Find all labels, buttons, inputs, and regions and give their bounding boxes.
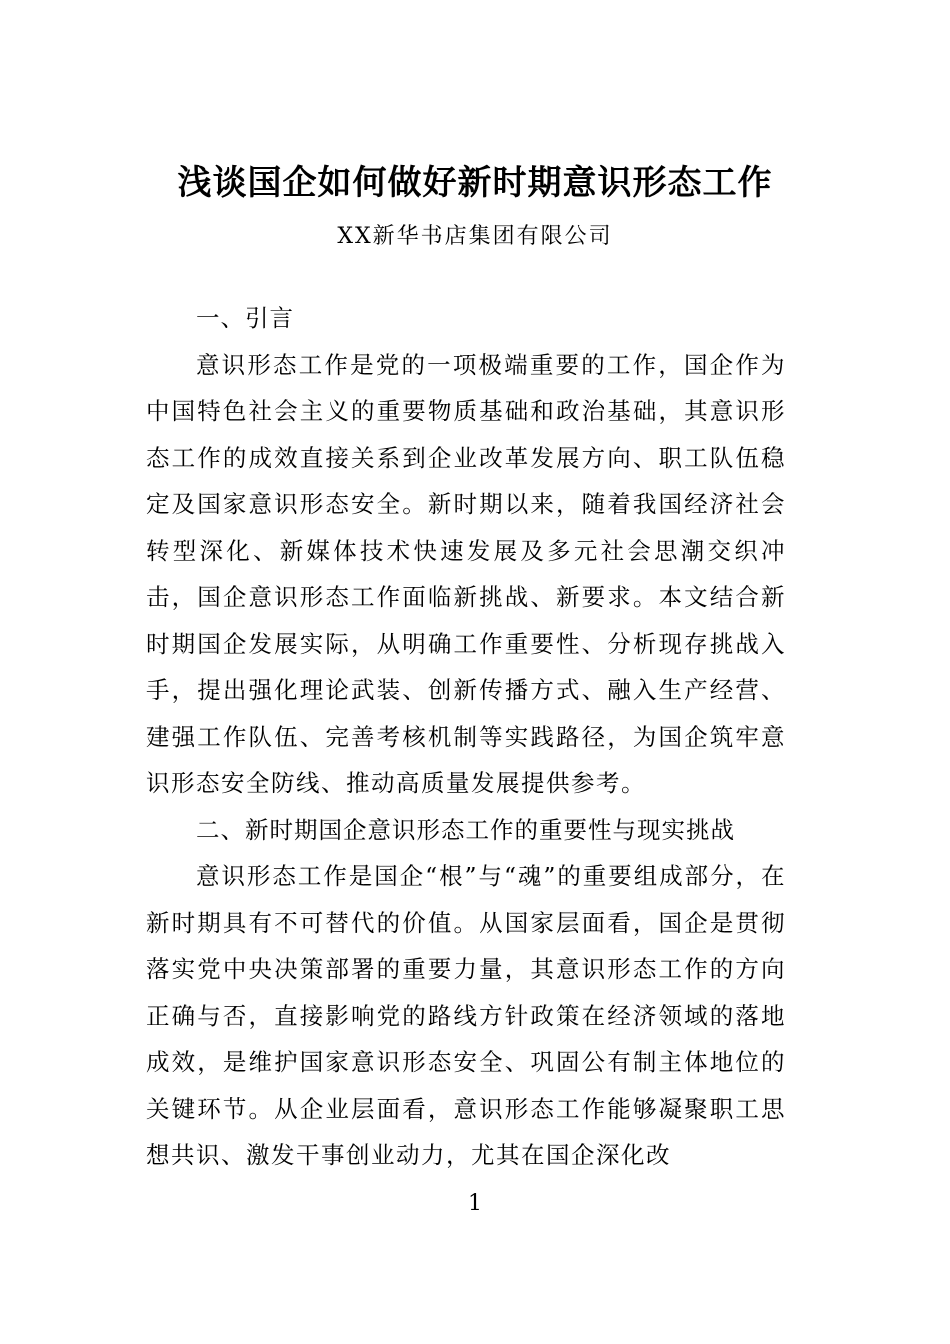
- section-paragraph-importance: 意识形态工作是国企“根”与“魂”的重要组成部分，在新时期具有不可替代的价值。从国家层面看，国企是贯彻落实党中央决策部署的重要力量，其意识形态工作的方向正确与否，直接影响党的路线方针政策在经济领域的落地成效，是维护国家意识形态安全、巩固公有制主体地位的关键环节。从企业层面看，意识形态工作能够凝聚职工思想共识、激发干事创业动力，尤其在国企深化改: [146, 862, 786, 1169]
- section-heading-introduction: 一、引言: [196, 304, 294, 332]
- document-title: 浅谈国企如何做好新时期意识形态工作: [177, 163, 773, 203]
- document-body: [146, 295, 786, 1179]
- page-number: 1: [468, 1191, 482, 1216]
- section-heading-importance: 二、新时期国企意识形态工作的重要性与现实挑战: [196, 815, 735, 844]
- document-author: XX新华书店集团有限公司: [337, 224, 613, 249]
- section-paragraph-introduction: 意识形态工作是党的一项极端重要的工作，国企作为中国特色社会主义的重要物质基础和政治基础，其意识形态工作的成效直接关系到企业改革发展方向、职工队伍稳定及国家意识形态安全。新时期以来，随着我国经济社会转型深化、新媒体技术快速发展及多元社会思潮交织冲击，国企意识形态工作面临新挑战、新要求。本文结合新时期国企发展实际，从明确工作重要性、分析现存挑战入手，提出强化理论武装、创新传播方式、融入生产经营、建强工作队伍、完善考核机制等实践路径，为国企筑牢意识形态安全防线、推动高质量发展提供参考。: [146, 350, 786, 797]
